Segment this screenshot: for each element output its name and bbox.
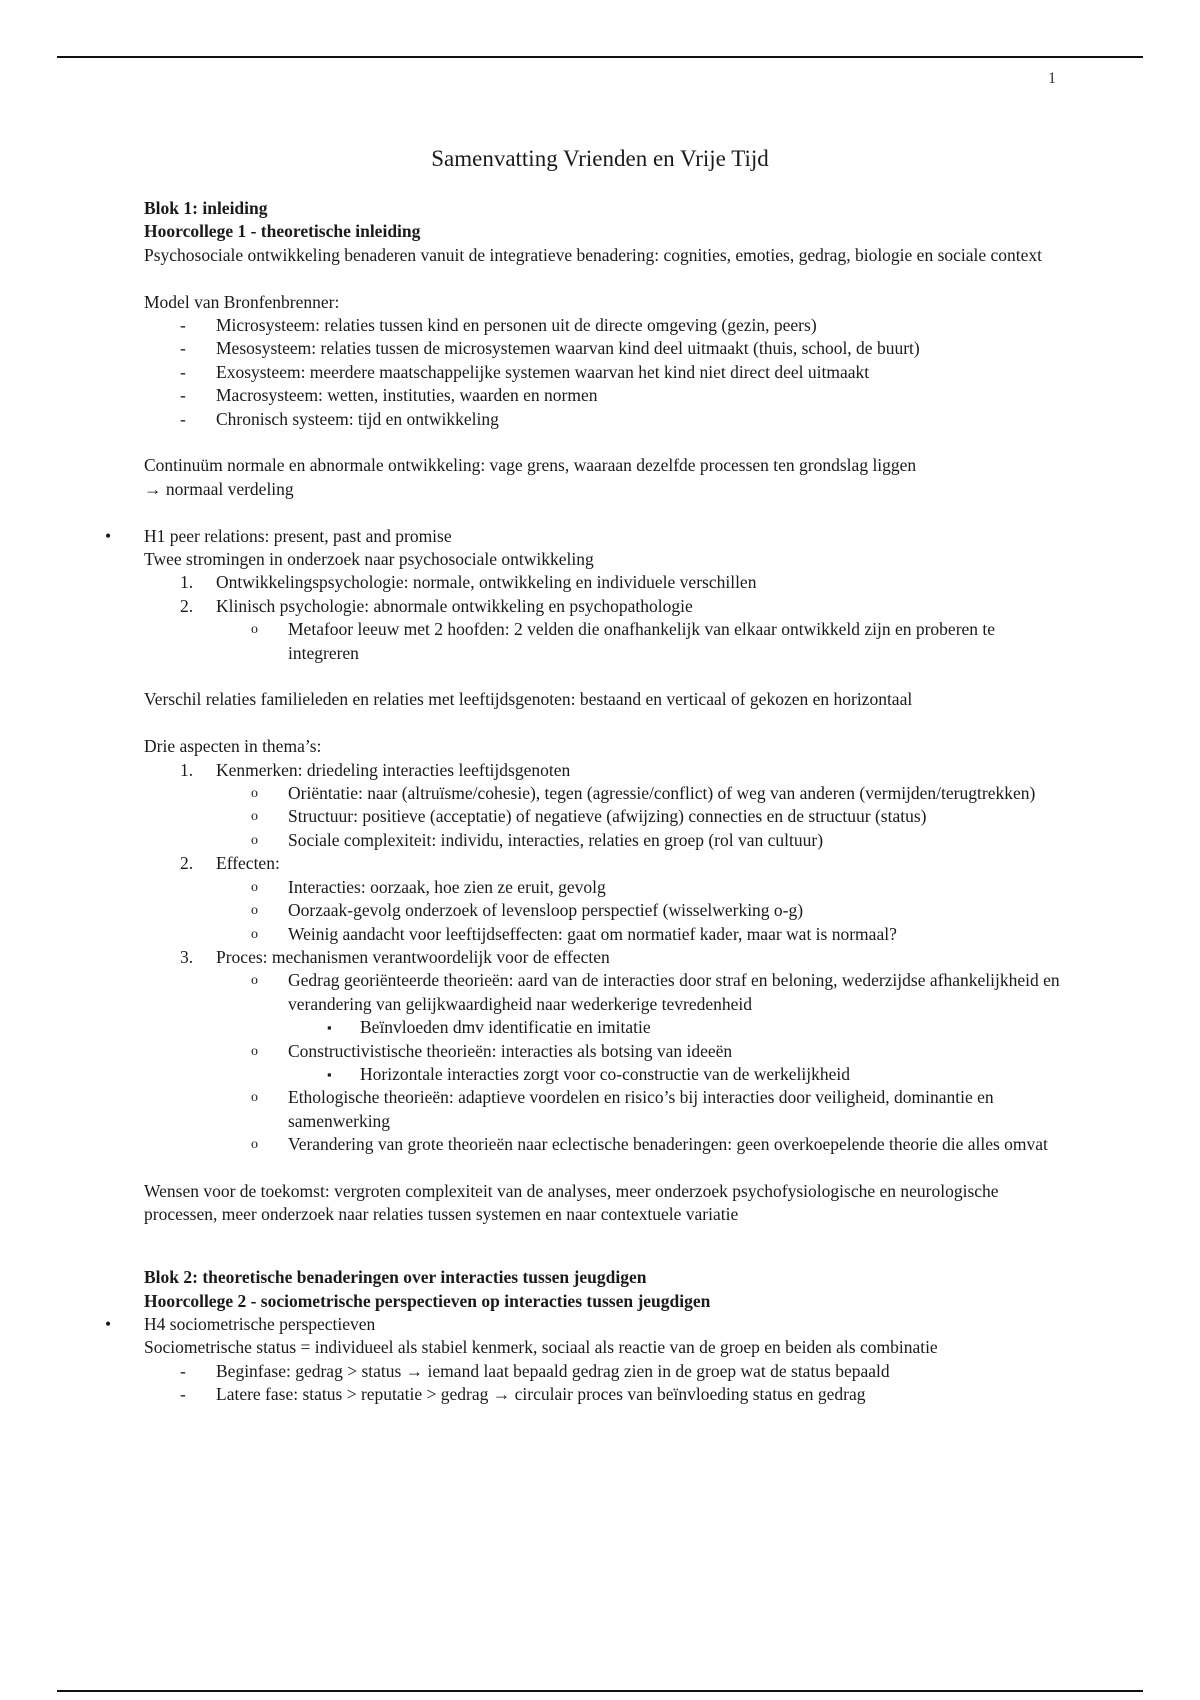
- list-item: [144, 1063, 1064, 1086]
- model-item-exo: Exosysteem: meerdere maatschappelijke systemen waarvan het kind niet direct deel uitmaakt: [216, 361, 870, 382]
- number-marker: 2.: [180, 853, 194, 874]
- dash-marker: -: [180, 361, 186, 382]
- list-item: [144, 361, 1064, 384]
- dash-marker: -: [180, 408, 186, 429]
- behavior-sub: Beïnvloeden dmv identificatie en imitatie: [360, 1017, 651, 1038]
- stream-item: Klinisch psychologie: abnormale ontwikkeling en psychopathologie: [216, 595, 693, 616]
- header-rule: [57, 56, 1143, 58]
- behavior-theories: Gedrag georiënteerde theorieën: aard van de interacties door straf en beloning, wederzijdse afhankelijkheid en verandering van gelijkwaardigheid naar wederkerige tevredenheid: [288, 970, 1060, 1014]
- page-number: 1: [1048, 70, 1056, 87]
- document-title: Samenvatting Vrienden en Vrije Tijd: [431, 146, 769, 171]
- list-item: [144, 1016, 1064, 1039]
- list-item: [144, 1040, 1064, 1063]
- bullet-item: [105, 1313, 1064, 1336]
- list-item: [144, 1383, 1064, 1406]
- constructivist-sub: Horizontale interacties zorgt voor co-constructie van de werkelijkheid: [360, 1063, 850, 1084]
- status-definition: Sociometrische status = individueel als stabiel kenmerk, sociaal als reactie van de groep en beiden als combinatie: [144, 1337, 938, 1358]
- two-streams-label: Twee stromingen in onderzoek naar psychosociale ontwikkeling: [144, 549, 594, 570]
- circle-marker: o: [251, 903, 258, 919]
- circle-marker: o: [251, 622, 258, 638]
- constructivist-theories: Constructivistische theorieën: interacties als botsing van ideeën: [288, 1040, 733, 1061]
- list-item: [144, 852, 1064, 875]
- aspect1-item: Structuur: positieve (acceptatie) of negatieve (afwijzing) connecties en de structuur (status): [288, 806, 927, 827]
- document-body: [105, 197, 1064, 1407]
- aspect2-item: Interacties: oorzaak, hoe zien ze eruit, gevolg: [288, 876, 606, 897]
- circle-marker: o: [251, 1090, 258, 1106]
- circle-marker: o: [251, 1137, 258, 1153]
- aspect-effecten: Effecten:: [216, 853, 280, 874]
- list-item: [144, 759, 1064, 782]
- bullet-marker: •: [105, 525, 112, 546]
- model-item-macro: Macrosysteem: wetten, instituties, waarden en normen: [216, 385, 598, 406]
- list-item: [144, 899, 1064, 922]
- number-marker: 1.: [180, 572, 194, 593]
- list-item: [144, 384, 1064, 407]
- list-item: [144, 876, 1064, 899]
- phase-item: Latere fase: status > reputatie > gedrag → circulair proces van beïnvloeding status en gedrag: [216, 1384, 866, 1405]
- list-item: [144, 408, 1064, 431]
- circle-marker: o: [251, 973, 258, 989]
- eclectic-approaches: Verandering van grote theorieën naar eclectische benaderingen: geen overkoepelende theorie die alles omvat: [288, 1134, 1048, 1155]
- h1-bullet-text: H1 peer relations: present, past and promise: [144, 525, 452, 546]
- continuum-arrow-line: → normaal verdeling: [144, 478, 294, 499]
- list-item: [144, 1133, 1064, 1156]
- list-item: [144, 618, 1064, 665]
- list-item: [144, 782, 1064, 805]
- bullet-item: [105, 525, 1064, 548]
- aspect-kenmerken: Kenmerken: driedeling interacties leeftijdsgenoten: [216, 759, 571, 780]
- dash-marker: -: [180, 385, 186, 406]
- ethological-theories: Ethologische theorieën: adaptieve voordelen en risico’s bij interacties door veiligheid, dominantie en samenwerking: [288, 1087, 994, 1131]
- lecture2-heading: Hoorcollege 2 - sociometrische perspectieven op interacties tussen jeugdigen: [144, 1290, 711, 1311]
- circle-marker: o: [251, 832, 258, 848]
- list-item: [144, 314, 1064, 337]
- aspect2-item: Weinig aandacht voor leeftijdseffecten: gaat om normatief kader, maar wat is normaal?: [288, 923, 897, 944]
- square-marker: ▪: [327, 1066, 332, 1082]
- model-item-micro: Microsysteem: relaties tussen kind en personen uit de directe omgeving (gezin, peers): [216, 315, 817, 336]
- list-item: [144, 337, 1064, 360]
- number-marker: 2.: [180, 595, 194, 616]
- model-item-chrono: Chronisch systeem: tijd en ontwikkeling: [216, 408, 499, 429]
- block2-heading: Blok 2: theoretische benaderingen over interacties tussen jeugdigen: [144, 1267, 647, 1288]
- aspect2-item: Oorzaak-gevolg onderzoek of levensloop perspectief (wisselwerking o-g): [288, 900, 804, 921]
- difference-paragraph: Verschil relaties familieleden en relaties met leeftijdsgenoten: bestaand en verticaal of gekozen en horizontaal: [144, 689, 913, 710]
- aspect-proces: Proces: mechanismen verantwoordelijk voor de effecten: [216, 946, 610, 967]
- list-item: [144, 829, 1064, 852]
- stream-item: Ontwikkelingspsychologie: normale, ontwikkeling en individuele verschillen: [216, 572, 757, 593]
- metaphor-text: Metafoor leeuw met 2 hoofden: 2 velden die onafhankelijk van elkaar ontwikkeld zijn en proberen te integreren: [288, 619, 996, 663]
- list-item: [144, 571, 1064, 594]
- lecture1-heading: Hoorcollege 1 - theoretische inleiding: [144, 221, 421, 242]
- aspect1-item: Sociale complexiteit: individu, interacties, relaties en groep (rol van cultuur): [288, 829, 824, 850]
- number-marker: 1.: [180, 759, 194, 780]
- circle-marker: o: [251, 809, 258, 825]
- model-label: Model van Bronfenbrenner:: [144, 291, 340, 312]
- h4-bullet-text: H4 sociometrische perspectieven: [144, 1313, 376, 1334]
- list-item: [144, 923, 1064, 946]
- bullet-marker: •: [105, 1313, 112, 1334]
- list-item: [144, 969, 1064, 1016]
- phase-item: Beginfase: gedrag > status → iemand laat bepaald gedrag zien in de groep wat de status bepaald: [216, 1360, 890, 1381]
- dash-marker: -: [180, 338, 186, 359]
- wishes-paragraph: Wensen voor de toekomst: vergroten complexiteit van de analyses, meer onderzoek psychofysiologische en neurologische processen, meer onderzoek naar relaties tussen systemen en naar contextuele variatie: [144, 1180, 999, 1225]
- circle-marker: o: [251, 926, 258, 942]
- dash-marker: -: [180, 315, 186, 336]
- aspect1-item: Oriëntatie: naar (altruïsme/cohesie), tegen (agressie/conflict) of weg van anderen (vermijden/terugtrekken): [288, 783, 1036, 804]
- footer-rule: [57, 1690, 1143, 1692]
- list-item: [144, 595, 1064, 618]
- circle-marker: o: [251, 1043, 258, 1059]
- list-item: [144, 1360, 1064, 1383]
- circle-marker: o: [251, 786, 258, 802]
- list-item: [144, 1086, 1064, 1133]
- dash-marker: -: [180, 1360, 186, 1381]
- block1-heading: Blok 1: inleiding: [144, 198, 268, 218]
- continuum-paragraph: Continuüm normale en abnormale ontwikkeling: vage grens, waaraan dezelfde processen ten grondslag liggen: [144, 455, 917, 476]
- list-item: [144, 946, 1064, 969]
- list-item: [144, 805, 1064, 828]
- square-marker: ▪: [327, 1020, 332, 1036]
- model-item-meso: Mesosysteem: relaties tussen de microsystemen waarvan kind deel uitmaakt (thuis, school, de buurt): [216, 338, 920, 359]
- circle-marker: o: [251, 879, 258, 895]
- number-marker: 3.: [180, 946, 194, 967]
- aspects-label: Drie aspecten in thema’s:: [144, 736, 322, 757]
- dash-marker: -: [180, 1384, 186, 1405]
- intro-paragraph: Psychosociale ontwikkeling benaderen vanuit de integratieve benadering: cognities, emoties, gedrag, biologie en sociale context: [144, 244, 1043, 265]
